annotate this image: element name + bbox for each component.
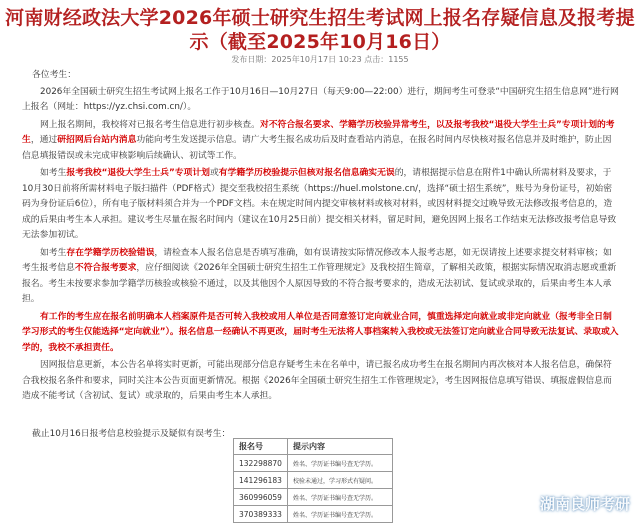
message-cell: 姓名、学历证书编号查无学历。 (287, 455, 392, 472)
paragraph-5: 有工作的考生应在报名前明确本人档案原件是否可转入我校或用人单位是否同意签订定向就业合同，慎重选择定向就业或非定向就业（报考非全日制学习形式的考生仅能选择“定向就业”）。报名信息一经确认不再更改，届时考生无法将人事档案转入我校或无法签订定向就业合同导致无法复试、录取或入学的，我校不承担责任。 (22, 311, 619, 353)
paragraph-4: 如考生存在学籍学历校验错误，请检查本人报名信息是否填写准确，如有误请按实际情况修改本人报考志愿，如无误请按上述要求提交材料审核；如考生报考信息不符合报考要求，应仔细阅读《2026年全国硕士研究生招生工作管理规定》及我校招生简章，了解相关政策，根据实际情况取消志愿或重新报名。考生未按要求参加学籍学历核验或核验不通过，以及其他因个人原因导致的不符合报考要求的，造成无法初试、复试或录取的，后果由考生本人承担。 (22, 247, 617, 304)
paragraph-1: 2026年全国硕士研究生招生考试网上报名工作于10月16日—10月27日（每天9:00—22:00）进行，期间考生可登录“中国研究生招生信息网”进行网上报名（网址：https://yz.chsi.com.cn/）。 (22, 86, 619, 112)
reg-number-cell: 370389333 (234, 506, 288, 523)
header-message: 提示内容 (287, 439, 392, 455)
paragraph-3: 如考生报考我校“退役大学生士兵”专项计划或有学籍学历校验提示但核对报名信息确实无误的，请根据提示信息在附件1中确认所需材料及要求，于10月30日前将所需材料电子版扫描件（PDF格式）提交至我校招生系统（https://huel.molstone.cn/，选择“硕士招生系统”，账号为身份证号，初始密码为身份证后6位），所有电子版材料须合并为一个PDF文档。未在规定时间内提交审核材料或核对材料，或因材料提交过晚导致无法修改报考信息的，造成的后果由考生本人承担。建议考生尽量在报名时间内（建议在10月25日前）提交相关材料，留足时间，避免因网上报名工作结束无法修改报考信息导致无法参加初试。 (22, 168, 617, 240)
message-cell: 姓名、学历证书编号查无学历。 (287, 506, 392, 523)
table-row (234, 455, 393, 472)
header-reg-number: 报名号 (234, 439, 288, 455)
table-row (234, 489, 393, 506)
message-cell: 姓名、学历证书编号查无学历。 (287, 489, 392, 506)
article-body (22, 68, 620, 407)
table-row (234, 472, 393, 489)
watermark: 湖南良师考研 (539, 495, 630, 513)
paragraph-2: 网上报名期间，我校将对已报名考生信息进行初步核查。对不符合报名要求、学籍学历校验异常考生，以及报考我校“退役大学生士兵”专项计划的考生，通过研招网后台站内消息功能向考生发送提示信息。请广大考生报名成功后及时查看站内消息，在报名时间内尽快核对报名信息并及时维护，防止因信息填报错误或未完成审核影响后续确认、初试等工作。 (22, 119, 615, 161)
reg-number-cell: 132298870 (234, 455, 288, 472)
message-cell: 校验未通过，学习形式有疑问。 (287, 472, 392, 489)
reg-number-cell: 141296183 (234, 472, 288, 489)
applicant-table (233, 438, 393, 523)
table-caption: 截止10月16日报考信息校验提示及疑似有误考生： (32, 429, 231, 439)
page-title: 河南财经政法大学2026年硕士研究生招生考试网上报名存疑信息及报考提示（截至2025年10月16日） (5, 7, 635, 53)
greeting: 各位考生： (32, 70, 76, 80)
paragraph-6: 因网报信息更新，本公告名单将实时更新，可能出现部分信息存疑考生未在名单中，请已报名成功考生在报名期间内再次核对本人报名信息，确保符合我校报名条件和要求，同时关注本公告页面更新情况。根据《2026年全国硕士研究生招生工作管理规定》，考生因网报信息填写错误、填报虚假信息而造成不能考试（含初试、复试）或录取的，后果由考生本人承担。 (22, 360, 612, 401)
reg-number-cell: 360996059 (234, 489, 288, 506)
publish-meta: 发布日期：2025年10月17日 10:23 点击：1155 (231, 55, 409, 64)
table-header-row (234, 439, 393, 455)
